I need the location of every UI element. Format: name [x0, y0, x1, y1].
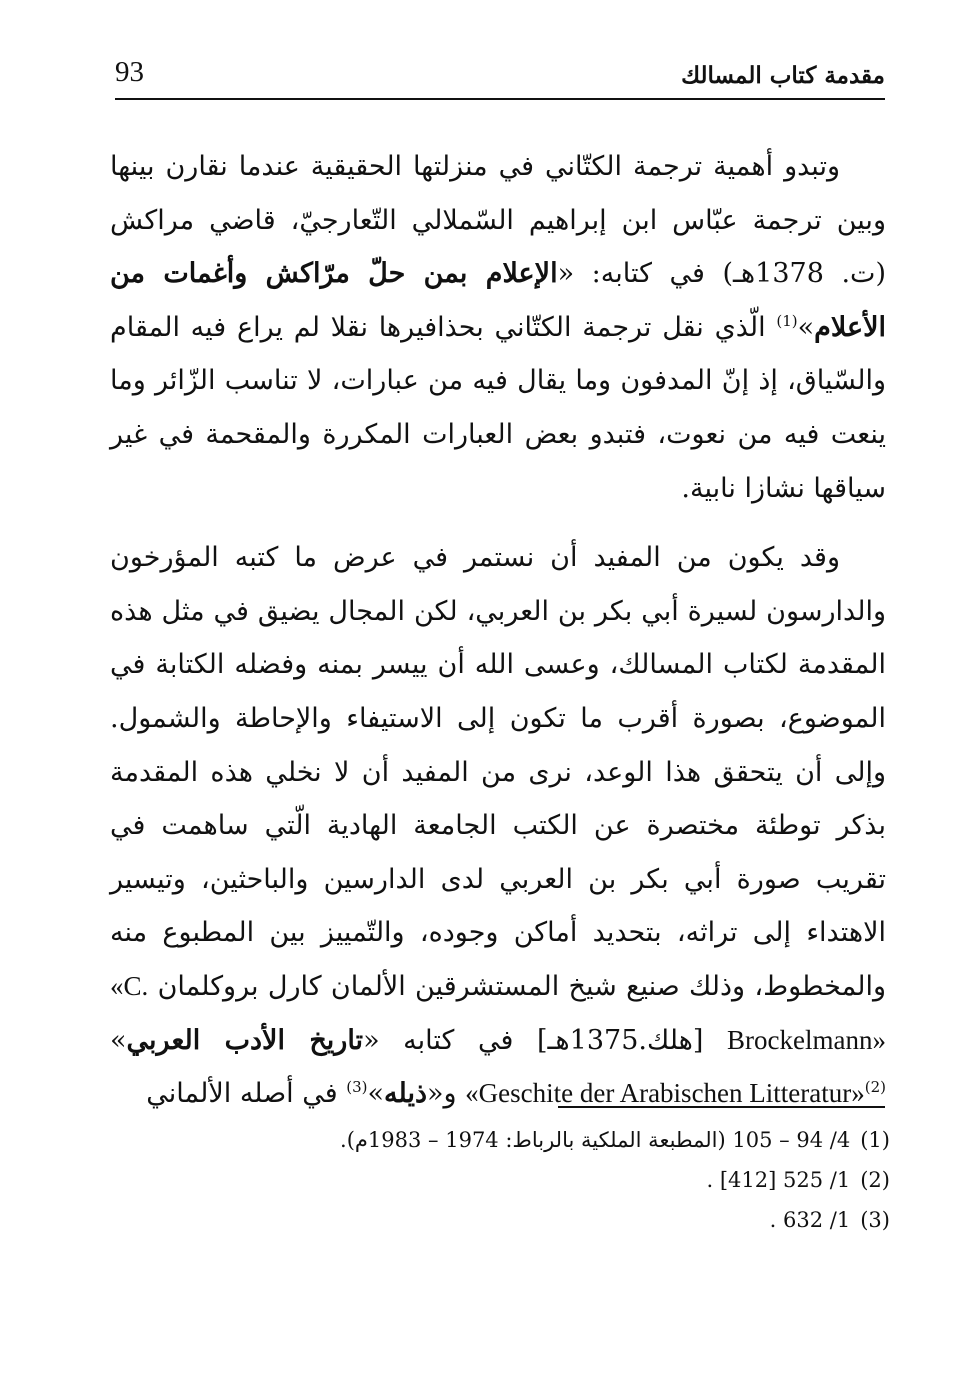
text-run: » — [797, 311, 815, 343]
book-title: الإعلام بمن حلّ مرّاكش وأغمات من الأعلام — [110, 258, 886, 343]
main-text — [110, 140, 886, 1121]
footnote — [150, 1160, 890, 1200]
footnote — [150, 1120, 890, 1160]
footnote-number: (2) — [860, 1168, 890, 1192]
footnote-marker: (1) — [776, 311, 798, 330]
text-run: الّذي نقل ترجمة الكتّاني بحذافيرها نقلا لم يراع فيه المقام والسّياق، إذ إنّ المدفون وما يقال فيه من عبارات، لا تناسب الزّائر وما ينعت فيه من نعوت، فتبدو بعض العبارات المكررة والمقحمة في غير سياقها نشازا نابية. — [110, 311, 886, 504]
page-header — [115, 52, 885, 98]
paragraph — [110, 140, 886, 515]
footnote-marker: (3) — [346, 1078, 368, 1097]
footnote — [150, 1200, 890, 1240]
text-run: » — [367, 1078, 385, 1110]
footnote-number: (1) — [860, 1128, 890, 1152]
text-run: وتبدو أهمية ترجمة الكتّاني في منزلتها الحقيقية عندما نقارن بينها وبين ترجمة عبّاس ابن إبراهيم السّملالي التّعارجيّ، قاضي مراكش (ت. 1378هـ) في كتابه: « — [110, 151, 886, 290]
text-run: وقد يكون من المفيد أن نستمر في عرض ما كتبه المؤرخون والدارسون لسيرة أبي بكر بن العربي، لكن المجال يضيق في مثل هذه المقدمة لكتاب المسالك، وعسى الله أن ييسر بمنه وفضله الكتابة في الموضوع، بصورة أقرب ما تكون إلى الاستيفاء والإحاطة والشمول. وإلى أن يتحقق هذا الوعد، نرى من المفيد أن لا نخلي هذه المقدمة بذكر توطئة مختصرة عن الكتب الجامعة الهادية الّتي ساهمت في تقريب صورة أبي بكر بن العربي لدى الدارسين والباحثين، وتيسير الاهتداء إلى تراثه، بتحديد أماكن وجوده، والتّمييز بين المطبوع منه والمخطوط، وذلك صنيع شيخ المستشرقين الألمان كارل بروكلمان — [110, 542, 886, 1002]
book-title: تاريخ الأدب العربي — [126, 1024, 364, 1056]
text-run: في أصله الألماني — [146, 1078, 347, 1110]
text-run: [هلك.1375هـ] في كتابه « — [363, 1024, 728, 1056]
footnote-text: 4/ 94 – 105 (المطبعة الملكية بالرباط: 1974 – 1983م). — [340, 1128, 851, 1152]
footnote-separator — [558, 1106, 885, 1108]
footnote-text: 1/ 632 . — [769, 1208, 851, 1232]
text-run: » — [110, 1024, 127, 1056]
footnotes — [150, 1120, 890, 1240]
book-title: ذيله — [384, 1078, 427, 1110]
footnote-marker: (2) — [864, 1078, 886, 1097]
running-title: مقدمة كتاب المسالك — [681, 62, 885, 89]
paragraph — [110, 531, 886, 1121]
text-run: و« — [427, 1078, 466, 1110]
latin-text: «C. Brockelmann» — [110, 970, 886, 1055]
page-number: 93 — [115, 56, 144, 88]
footnote-number: (3) — [860, 1208, 890, 1232]
header-rule — [115, 98, 885, 100]
footnote-text: 1/ 525 [412] . — [706, 1168, 851, 1192]
latin-text: «Geschite der Arabischen Litteratur» — [465, 1078, 865, 1109]
